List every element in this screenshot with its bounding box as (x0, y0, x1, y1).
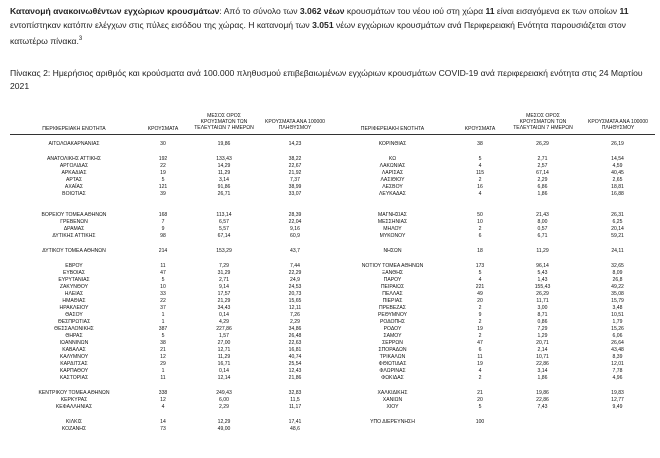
region-cell: ΜΑΓΝΗΣΙΑΣ (378, 212, 407, 218)
avg-cell: 49,00 (217, 426, 231, 432)
avg-cell: 1,86 (537, 191, 548, 197)
per100k-cell: 14,23 (288, 141, 302, 147)
avg-cell: 2,71 (219, 277, 229, 283)
avg-cell: 0,14 (219, 312, 229, 318)
cases-cell: 9 (161, 226, 165, 232)
cases-cell: 19 (477, 326, 483, 332)
per100k-cell: 12,43 (288, 368, 302, 374)
region-cell: ΝΟΤΙΟΥ ΤΟΜΕΑ ΑΘΗΝΩΝ (361, 263, 424, 269)
avg-cell: 7,43 (537, 404, 548, 410)
per100k-cell: 40,45 (611, 170, 624, 176)
region-cell: ΜΕΣΣΗΝΙΑΣ (377, 219, 408, 225)
cases-cell: 73 (160, 426, 166, 432)
region-cell: ΚΑΛΥΜΝΟΥ (59, 354, 89, 360)
per100k-cell: 48,6 (290, 426, 300, 432)
avg-cell: 0,57 (537, 226, 548, 232)
avg-cell: 31,29 (217, 270, 231, 276)
cases-cell: 4 (478, 368, 482, 374)
avg-cell: 12,14 (217, 375, 231, 381)
avg-cell: 113,14 (216, 212, 232, 218)
cases-cell: 19 (160, 170, 166, 176)
per100k-cell: 32,65 (611, 263, 624, 269)
region-cell: ΡΟΔΟΠΗΣ (379, 319, 406, 325)
cases-cell: 21 (160, 347, 166, 353)
per100k-cell: 25,54 (288, 361, 302, 367)
per100k-cell: 2,29 (290, 319, 300, 325)
region-cell: ΘΑΣΟΥ (65, 312, 83, 318)
avg-cell: 155,43 (534, 284, 551, 290)
table-header (10, 108, 655, 134)
per100k-cell: 21,92 (288, 170, 302, 176)
avg-cell: 5,57 (219, 226, 229, 232)
cases-cell: 2 (478, 375, 482, 381)
per100k-cell: 6,25 (612, 219, 623, 225)
avg-cell: 0,14 (219, 368, 229, 374)
cases-cell: 47 (160, 270, 166, 276)
region-cell: ΒΟΡΕΙΟΥ ΤΟΜΕΑ ΑΘΗΝΩΝ (41, 212, 107, 218)
per100k-cell: 19,83 (611, 390, 624, 396)
per100k-cell: 3,48 (612, 305, 623, 311)
avg-cell: 3,00 (537, 305, 548, 311)
region-cell: ΕΥΡΥΤΑΝΙΑΣ (58, 277, 90, 283)
cases-cell: 4 (478, 163, 482, 169)
avg-cell: 27,00 (217, 340, 231, 346)
region-cell: ΠΕΙΡΑΙΩΣ (380, 284, 405, 290)
avg-cell: 91,86 (217, 184, 231, 190)
cases-cell: 1 (161, 312, 165, 318)
region-cell: ΑΡΚΑΔΙΑΣ (61, 170, 87, 176)
region-cell: ΔΥΤΙΚΟΥ ΤΟΜΕΑ ΑΘΗΝΩΝ (42, 248, 106, 254)
header-cases: ΚΡΟΥΣΜΑΤΑ (147, 126, 179, 132)
avg-cell: 1,86 (537, 375, 548, 381)
cases-cell: 6 (478, 233, 482, 239)
per100k-cell: 10,51 (611, 312, 624, 318)
avg-cell: 22,86 (536, 397, 549, 403)
cases-cell: 11 (160, 375, 166, 381)
region-cell: ΚΩ (388, 156, 397, 162)
per100k-cell: 15,65 (288, 298, 302, 304)
avg-cell: 11,71 (536, 298, 549, 304)
cases-cell: 37 (160, 305, 166, 311)
region-cell: ΑΡΓΟΛΙΔΑΣ (59, 163, 89, 169)
region-cell: ΑΙΤΩΛΟΑΚΑΡΝΑΝΙΑΣ (48, 141, 100, 147)
region-cell: ΙΩΑΝΝΙΝΩΝ (59, 340, 89, 346)
per100k-cell: 24,11 (611, 248, 624, 254)
cases-cell: 11 (160, 263, 166, 269)
region-cell: ΧΑΝΙΩΝ (382, 397, 403, 403)
cases-cell: 5 (478, 270, 482, 276)
region-cell: ΛΑΣΙΘΙΟΥ (380, 177, 405, 183)
region-cell: ΛΑΚΩΝΙΑΣ (379, 163, 406, 169)
per100k-cell: 15,26 (611, 326, 624, 332)
per100k-cell: 9,49 (612, 404, 623, 410)
region-cell: ΛΕΣΒΟΥ (382, 184, 403, 190)
cases-cell: 168 (158, 212, 168, 218)
avg-cell: 21,29 (217, 298, 231, 304)
region-cell: ΤΡΙΚΑΛΩΝ (379, 354, 406, 360)
avg-cell: 26,71 (217, 191, 231, 197)
per100k-cell: 22,29 (288, 270, 302, 276)
cases-cell: 2 (478, 319, 482, 325)
region-cell: ΚΕΡΚΥΡΑΣ (60, 397, 88, 403)
cases-cell: 2 (478, 333, 482, 339)
region-cell: ΚΑΒΑΛΑΣ (62, 347, 86, 353)
region-cell: ΗΜΑΘΙΑΣ (62, 298, 86, 304)
per100k-cell: 38,99 (288, 184, 302, 190)
per100k-cell: 4,59 (612, 163, 623, 169)
avg-cell: 11,29 (217, 354, 231, 360)
cases-cell: 30 (160, 141, 166, 147)
region-cell: ΑΝΑΤΟΛΙΚΗΣ ΑΤΤΙΚΗΣ (46, 156, 102, 162)
cases-cell: 18 (477, 248, 483, 254)
per100k-cell: 28,39 (288, 212, 302, 218)
cases-cell: 21 (477, 390, 483, 396)
cases-cell: 12 (160, 354, 166, 360)
per100k-cell: 7,78 (612, 368, 623, 374)
per100k-cell: 49,22 (611, 284, 624, 290)
cases-cell: 4 (478, 191, 482, 197)
avg-cell: 249,43 (216, 390, 232, 396)
avg-cell: 0,86 (537, 319, 548, 325)
header-per100k-2: ΚΡΟΥΣΜΑΤΑ ΑΝΑ 100000 ΠΛΗΘΥΣΜΟΥ (588, 119, 648, 132)
region-cell: ΡΟΔΟΥ (383, 326, 402, 332)
avg-cell: 8,71 (537, 312, 548, 318)
region-cell: ΖΑΚΥΝΘΟΥ (59, 284, 89, 290)
cases-cell: 29 (160, 361, 166, 367)
cases-cell: 47 (477, 340, 483, 346)
per100k-cell: 20,14 (611, 226, 624, 232)
region-cell: ΗΡΑΚΛΕΙΟΥ (59, 305, 89, 311)
region-cell: ΚΙΛΚΙΣ (65, 419, 83, 425)
per100k-cell: 26,64 (611, 340, 624, 346)
avg-cell: 5,43 (537, 270, 548, 276)
region-cell: ΝΗΣΩΝ (383, 248, 402, 254)
cases-cell: 20 (477, 298, 483, 304)
region-cell: ΚΑΡΔΙΤΣΑΣ (60, 361, 88, 367)
avg-cell: 2,71 (537, 156, 548, 162)
per100k-cell: 33,07 (288, 191, 302, 197)
avg-cell: 7,29 (219, 263, 229, 269)
per100k-cell: 38,22 (288, 156, 302, 162)
cases-cell: 338 (158, 390, 168, 396)
avg-cell: 133,43 (216, 156, 232, 162)
cases-cell: 6 (478, 347, 482, 353)
cases-cell: 1 (161, 368, 165, 374)
cases-cell: 38 (477, 141, 483, 147)
avg-cell: 1,57 (219, 333, 229, 339)
per100k-cell: 4,96 (612, 375, 623, 381)
cases-cell: 5 (478, 156, 482, 162)
per100k-cell: 26,8 (612, 277, 623, 283)
avg-cell: 67,14 (217, 233, 231, 239)
avg-cell: 16,71 (217, 361, 231, 367)
table-caption: Πίνακας 2: Ημερήσιος αριθμός και κρούσματα ανά 100.000 πληθυσμού επιβεβαιωμένων εγχώριων κρουσμάτων COVID-19 ανά περιφερειακή ενότητα στις 24 Μαρτίου 2021 (10, 68, 643, 91)
avg-cell: 14,29 (217, 163, 231, 169)
region-cell: ΒΟΙΩΤΙΑΣ (62, 191, 86, 197)
avg-cell: 96,14 (536, 263, 549, 269)
avg-cell: 2,57 (537, 163, 548, 169)
region-cell: ΞΑΝΘΗΣ (381, 270, 404, 276)
per100k-cell: 16,88 (611, 191, 624, 197)
avg-cell: 2,29 (537, 177, 548, 183)
per100k-cell: 17,41 (288, 419, 302, 425)
region-cell: ΣΠΟΡΑΔΩΝ (378, 347, 407, 353)
avg-cell: 12,71 (217, 347, 231, 353)
avg-cell: 2,14 (537, 347, 548, 353)
cases-cell: 98 (160, 233, 166, 239)
per100k-cell: 12,01 (611, 361, 624, 367)
intro-lead: Κατανομή ανακοινωθέντων εγχώριων κρουσμάτων (10, 6, 220, 16)
per100k-cell: 43,7 (290, 248, 300, 254)
region-cell: ΜΗΛΟΥ (383, 226, 402, 232)
avg-cell: 7,29 (537, 326, 548, 332)
per100k-cell: 43,48 (611, 347, 624, 353)
per100k-cell: 40,74 (288, 354, 302, 360)
header-avg-2: ΜΕΣΟΣ ΟΡΟΣ ΚΡΟΥΣΜΑΤΩΝ ΤΩΝ ΤΕΛΕΥΤΑΙΩΝ 7 ΗΜΕΡΩΝ (513, 113, 573, 132)
per100k-cell: 7,26 (290, 312, 300, 318)
avg-cell: 6,71 (537, 233, 548, 239)
cases-cell: 7 (161, 219, 165, 225)
region-cell: ΗΛΕΙΑΣ (64, 291, 84, 297)
cases-cell: 2 (478, 226, 482, 232)
cases-cell: 10 (477, 219, 483, 225)
per100k-cell: 1,79 (612, 319, 623, 325)
avg-cell: 10,71 (536, 354, 549, 360)
per100k-cell: 59,21 (611, 233, 624, 239)
region-cell: ΛΑΡΙΣΑΣ (381, 170, 404, 176)
avg-cell: 227,86 (216, 326, 232, 332)
cases-cell: 2 (478, 177, 482, 183)
per100k-cell: 20,73 (288, 291, 302, 297)
per100k-cell: 12,77 (611, 397, 624, 403)
cases-cell: 221 (475, 284, 485, 290)
region-cell: ΧΑΛΚΙΔΙΚΗΣ (377, 390, 408, 396)
region-cell: ΘΕΣΠΡΩΤΙΑΣ (57, 319, 91, 325)
cases-cell: 5 (161, 277, 165, 283)
region-cell: ΚΕΦΑΛΛΗΝΙΑΣ (55, 404, 93, 410)
avg-cell: 6,00 (219, 397, 229, 403)
region-cell: ΥΠΟ ΔΙΕΡΕΥΝΗΣΗ (370, 419, 415, 425)
avg-cell: 2,29 (219, 404, 229, 410)
cases-cell: 192 (158, 156, 168, 162)
region-cell: ΓΡΕΒΕΝΩΝ (60, 219, 88, 225)
cases-cell: 387 (158, 326, 168, 332)
cases-cell: 22 (160, 163, 166, 169)
per100k-cell: 35,08 (611, 291, 624, 297)
cases-cell: 20 (477, 397, 483, 403)
region-cell: ΠΕΛΛΑΣ (382, 291, 403, 297)
per100k-cell: 22,04 (288, 219, 302, 225)
region-cell: ΣΑΜΟΥ (383, 333, 402, 339)
per100k-cell: 34,86 (288, 326, 302, 332)
region-cell: ΠΙΕΡΙΑΣ (382, 298, 403, 304)
header-cases-2: ΚΡΟΥΣΜΑΤΑ (464, 126, 496, 132)
region-cell: ΣΕΡΡΩΝ (382, 340, 403, 346)
avg-cell: 19,86 (217, 141, 231, 147)
cases-cell: 121 (158, 184, 168, 190)
per100k-cell: 8,09 (612, 270, 623, 276)
region-cell: ΑΧΑΪΑΣ (64, 184, 84, 190)
avg-cell: 26,29 (536, 141, 549, 147)
avg-cell: 153,29 (216, 248, 232, 254)
avg-cell: 17,57 (217, 291, 231, 297)
header-avg: ΜΕΣΟΣ ΟΡΟΣ ΚΡΟΥΣΜΑΤΩΝ ΤΩΝ ΤΕΛΕΥΤΑΙΩΝ 7 ΗΜΕΡΩΝ (194, 113, 254, 132)
region-cell: ΘΕΣΣΑΛΟΝΙΚΗΣ (54, 326, 94, 332)
region-cell: ΠΡΕΒΕΖΑΣ (379, 305, 406, 311)
per100k-cell: 26,31 (611, 212, 624, 218)
avg-cell: 67,14 (536, 170, 549, 176)
region-cell: ΦΘΙΩΤΙΔΑΣ (378, 361, 407, 367)
per100k-cell: 11,17 (288, 404, 302, 410)
per100k-cell: 21,86 (288, 375, 302, 381)
avg-cell: 19,86 (536, 390, 549, 396)
region-cell: ΡΕΘΥΜΝΟΥ (377, 312, 408, 318)
per100k-cell: 9,16 (290, 226, 300, 232)
cases-cell: 4 (478, 277, 482, 283)
avg-cell: 3,14 (219, 177, 229, 183)
avg-cell: 4,29 (219, 319, 229, 325)
avg-cell: 11,29 (217, 170, 231, 176)
per100k-cell: 24,9 (290, 277, 300, 283)
avg-cell: 26,29 (536, 291, 549, 297)
avg-cell: 12,29 (217, 419, 231, 425)
per100k-cell: 15,79 (611, 298, 624, 304)
region-cell: ΚΑΡΠΑΘΟΥ (59, 368, 89, 374)
cases-cell: 100 (475, 419, 485, 425)
cases-cell: 214 (158, 248, 168, 254)
cases-cell: 1 (161, 319, 165, 325)
avg-cell: 1,29 (537, 333, 548, 339)
per100k-cell: 32,83 (288, 390, 302, 396)
avg-cell: 3,14 (537, 368, 548, 374)
cases-cell: 5 (161, 177, 165, 183)
region-cell: ΕΥΒΟΙΑΣ (62, 270, 86, 276)
avg-cell: 6,86 (537, 184, 548, 190)
per100k-cell: 2,65 (612, 177, 623, 183)
per100k-cell: 26,19 (611, 141, 624, 147)
region-cell: ΜΥΚΟΝΟΥ (379, 233, 406, 239)
region-cell: ΚΟΖΑΝΗΣ (61, 426, 87, 432)
cases-cell: 14 (160, 419, 166, 425)
per100k-cell: 7,44 (290, 263, 300, 269)
avg-cell: 6,57 (219, 219, 229, 225)
per100k-cell: 8,39 (612, 354, 623, 360)
cases-cell: 5 (161, 333, 165, 339)
region-cell: ΛΕΥΚΑΔΑΣ (379, 191, 406, 197)
per100k-cell: 18,81 (611, 184, 624, 190)
per100k-cell: 16,81 (288, 347, 302, 353)
per100k-cell: 26,48 (288, 333, 302, 339)
region-cell: ΘΗΡΑΣ (65, 333, 83, 339)
cases-cell: 16 (477, 184, 483, 190)
per100k-cell: 11,5 (290, 397, 300, 403)
per100k-cell: 60,9 (290, 233, 300, 239)
avg-cell: 9,14 (219, 284, 229, 290)
avg-cell: 22,86 (536, 361, 549, 367)
region-cell: ΦΩΚΙΔΑΣ (381, 375, 404, 381)
avg-cell: 11,29 (536, 248, 549, 254)
per100k-cell: 12,11 (288, 305, 302, 311)
per100k-cell: 7,37 (290, 177, 300, 183)
avg-cell: 8,00 (537, 219, 548, 225)
intro-paragraph: Κατανομή ανακοινωθέντων εγχώριων κρουσμάτων: Από το σύνολο των 3.062 νέων κρουσμάτων του νέου ιού στη χώρα 11 είναι εισαγόμενα εκ των οποίων 11 εντοπίστηκαν κατόπιν ελέγχων στις πύλες εισόδου της χώρας. Η κατανομή των 3.051 νέων εγχώριων κρουσμάτων ανά Περιφερειακή Ενότητα παρουσιάζεται στον κατωτέρω πίνακα.$^3$ (10, 6, 629, 47)
cases-cell: 4 (161, 404, 165, 410)
region-cell: ΚΟΡΙΝΘΙΑΣ (378, 141, 407, 147)
cases-cell: 2 (478, 305, 482, 311)
region-cell: ΕΒΡΟΥ (65, 263, 83, 269)
cases-cell: 49 (477, 291, 483, 297)
region-cell: ΔΥΤΙΚΗΣ ΑΤΤΙΚΗΣ (52, 233, 96, 239)
cases-cell: 10 (160, 284, 166, 290)
region-cell: ΚΑΣΤΟΡΙΑΣ (59, 375, 89, 381)
cases-cell: 11 (477, 354, 483, 360)
region-cell: ΔΡΑΜΑΣ (63, 226, 85, 232)
cases-cell: 12 (160, 397, 166, 403)
per100k-cell: 22,67 (288, 163, 302, 169)
per100k-cell: 14,54 (611, 156, 624, 162)
cases-cell: 38 (160, 340, 166, 346)
cases-cell: 115 (475, 170, 485, 176)
header-region: ΠΕΡΙΦΕΡΕΙΑΚΗ ΕΝΟΤΗΤΑ (42, 126, 106, 132)
avg-cell: 34,43 (217, 305, 231, 311)
region-cell: ΧΙΟΥ (386, 404, 399, 410)
cases-cell: 5 (478, 404, 482, 410)
avg-cell: 20,71 (536, 340, 549, 346)
region-cell: ΠΑΡΟΥ (383, 277, 402, 283)
cases-cell: 9 (478, 312, 482, 318)
header-region-2: ΠΕΡΙΦΕΡΕΙΑΚΗ ΕΝΟΤΗΤΑ (360, 126, 425, 132)
header-divider (10, 134, 655, 135)
avg-cell: 21,43 (536, 212, 549, 218)
per100k-cell: 6,06 (612, 333, 623, 339)
cases-cell: 173 (475, 263, 485, 269)
header-per100k: ΚΡΟΥΣΜΑΤΑ ΑΝΑ 100000 ΠΛΗΘΥΣΜΟΥ (265, 119, 325, 132)
region-cell: ΚΕΝΤΡΙΚΟΥ ΤΟΜΕΑ ΑΘΗΝΩΝ (38, 390, 110, 396)
cases-cell: 22 (160, 298, 166, 304)
cases-cell: 50 (477, 212, 483, 218)
region-cell: ΑΡΤΑΣ (65, 177, 83, 183)
region-cell: ΦΛΩΡΙΝΑΣ (379, 368, 406, 374)
avg-cell: 1,43 (537, 277, 548, 283)
per100k-cell: 22,63 (288, 340, 302, 346)
per100k-cell: 24,53 (288, 284, 302, 290)
cases-cell: 19 (477, 361, 483, 367)
cases-cell: 39 (160, 191, 166, 197)
cases-cell: 33 (160, 291, 166, 297)
